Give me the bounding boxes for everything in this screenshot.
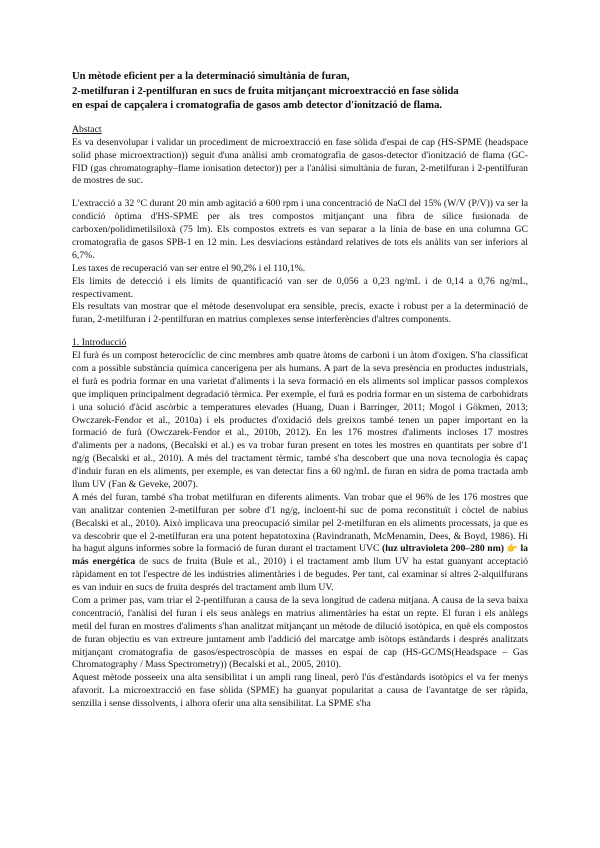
title-line-3: en espai de capçalera i cromatografia de gasos amb detector d'ionització de flama. [72,100,443,112]
introduction-section [72,337,528,711]
title-line-2: 2-metilfuran i 2-pentilfuran en sucs de fruita mitjançant microextracció en fase sòlida [72,85,459,97]
introduction-paragraph: Com a primer pas, vam triar el 2-pentilfuran a causa de la seva longitud de cadena mitjana. A causa de la seva baixa concentració, l'anàlisi del furan i els seus anàlegs en matrius alimentàries ha estat un repte. El furan i els anàlegs metil del furan en mostres d'aliments s'han analitzat mitjançant un mètode de dilució isotòpica, en què els compostos de furan objectiu es van extreure juntament amb l'addició del marcatge amb isòtops estàndards i després analitzats mitjançant cromatografia de gasos/espectroscòpia de masses en espai de cap (HS-GC/MS(Headspace – Gas Chromatography / Mass Spectrometry)) (Becalski et al., 2005, 2010). [72,595,528,671]
abstract-paragraph: L'extracció a 32 °C durant 20 min amb agitació a 600 rpm i una concentració de NaCl del 15% (W/V (P/V)) va ser la condició òptima d'HS-SPME per als tres compostos mitjançant una fibra de sílice fusionada de carboxen/polidimetilsiloxà (75 lm). Els compostos extrets es van separar a la línia de base en una columna GC cromatografia de gasos SPB-1 en 12 min. Les desviacions estàndard relatives de tots els anàlits van ser inferiors al 6,7%. [72,198,528,261]
energy-note: la más energética [72,543,529,568]
introduction-paragraph: Aquest mètode posseeix una alta sensibilitat i un ampli rang lineal, però l'ús d'estàndards isotòpics el va fer menys afavorit. La microextracció en fase sòlida (SPME) ha guanyat popularitat a causa de l'avantatge de ser ràpida, senzilla i sense dissolvents, i alhora oferir una alta sensibilitat. La SPME s'ha [72,672,528,710]
document-title [72,70,528,114]
document-page [72,70,528,711]
abstract-section [72,124,528,327]
introduction-text: A més del furan, també s'ha trobat metilfuran en diferents aliments. Van trobar que el 96% de les 176 mostres que van analitzar contenien 2-metilfuran per sobre d'1 ng/g, incloent-hi suc de poma reconstituït i còctel de nabius (Becalski et al., 2010). Això implicava una preocupació similar pel 2-metilfuran en els aliments processats, ja que es va descobrir que el 2-metilfuran era una potent hepatotoxina (Ravindranath, McMenamin, Dees, & Boyd, 1986). Hi ha hagut alguns informes sobre la formació de furan durant el tractament UVC [72,491,528,555]
abstract-heading: Abstact [72,123,102,135]
title-line-1: Un mètode eficient per a la determinació simultània de furan, [72,71,350,82]
introduction-text: de sucs de fruita (Bule et al., 2010) i el tractament amb llum UV ha estat guanyant acceptació ràpidament en tot l'espectre de les indústries alimentàries i de begudes. Per tant, cal examinar si altres 2-alquilfurans es van induir en sucs de fruita després del tractament amb llum UV. [72,556,528,594]
uv-range-note: (luz ultravioleta 200–280 nm) [382,543,504,555]
introduction-heading: 1. Introducció [72,337,127,349]
abstract-paragraph: Els resultats van mostrar que el mètode desenvolupat era sensible, precís, exacte i robust per a la determinació de furan, 2-metilfuran i 2-pentilfuran en matrius complexes sense interferències d'altres components. [72,301,528,326]
pointing-hand-icon: 👉 [506,543,518,554]
introduction-paragraph: El furà és un compost heterocíclic de cinc membres amb quatre àtoms de carboni i un àtom d'oxigen. S'ha classificat com a possible substància química cancerígena per als humans. A part de la seva presència en productes industrials, el furà es podria formar en una varietat d'aliments i la seva formació en els aliments sol implicar passos complexos que impliquen principalment degradació tèrmica. Per exemple, el furà es podria formar en un sistema de carbohidrats i una solució d'àcid ascòrbic a temperatures elevades (Huang, Duan i Barringer, 2011; Mogol i Gökmen, 2013; Owczarek-Fendor et al., 2010a) i els productes d'oxidació dels greixos també tenen un paper important en la formació de furà (Owczarek-Fendor et al., 2010b, 2012). En les 176 mostres d'aliments incloses 17 mostres d'aliments per a nadons, (Becalski et al.) es va trobar furan present en totes les mostres en quantitats per sobre d'1 ng/g (Becalski et al., 2010). A més del tractament tèrmic, també s'ha descobert que una nova tecnologia és capaç d'induir furan en els aliments, per exemple, es van detectar fins a 60 ng/mL de furan en sidra de poma tractada amb llum UV (Fan & Geveke, 2007). [72,350,528,490]
introduction-paragraph [72,492,528,595]
abstract-paragraph: Les taxes de recuperació van ser entre el 90,2% i el 110,1%. [72,262,306,274]
abstract-paragraph: Es va desenvolupar i validar un procediment de microextracció en fase sòlida d'espai de cap (HS-SPME (headspace solid phase microextraction)) seguit d'una anàlisi amb cromatografia de gasos-detector d'ionització de flama (GC-FID (gas chromatography–flame ionisation detector)) per a l'anàlisi simultània de furan, 2-metilfuran i 2-pentilfuran de mostres de suc. [72,136,528,187]
abstract-paragraph: Els límits de detecció i els límits de quantificació van ser de 0,056 a 0,23 ng/mL i de 0,14 a 0,76 ng/mL, respectivament. [72,275,528,300]
